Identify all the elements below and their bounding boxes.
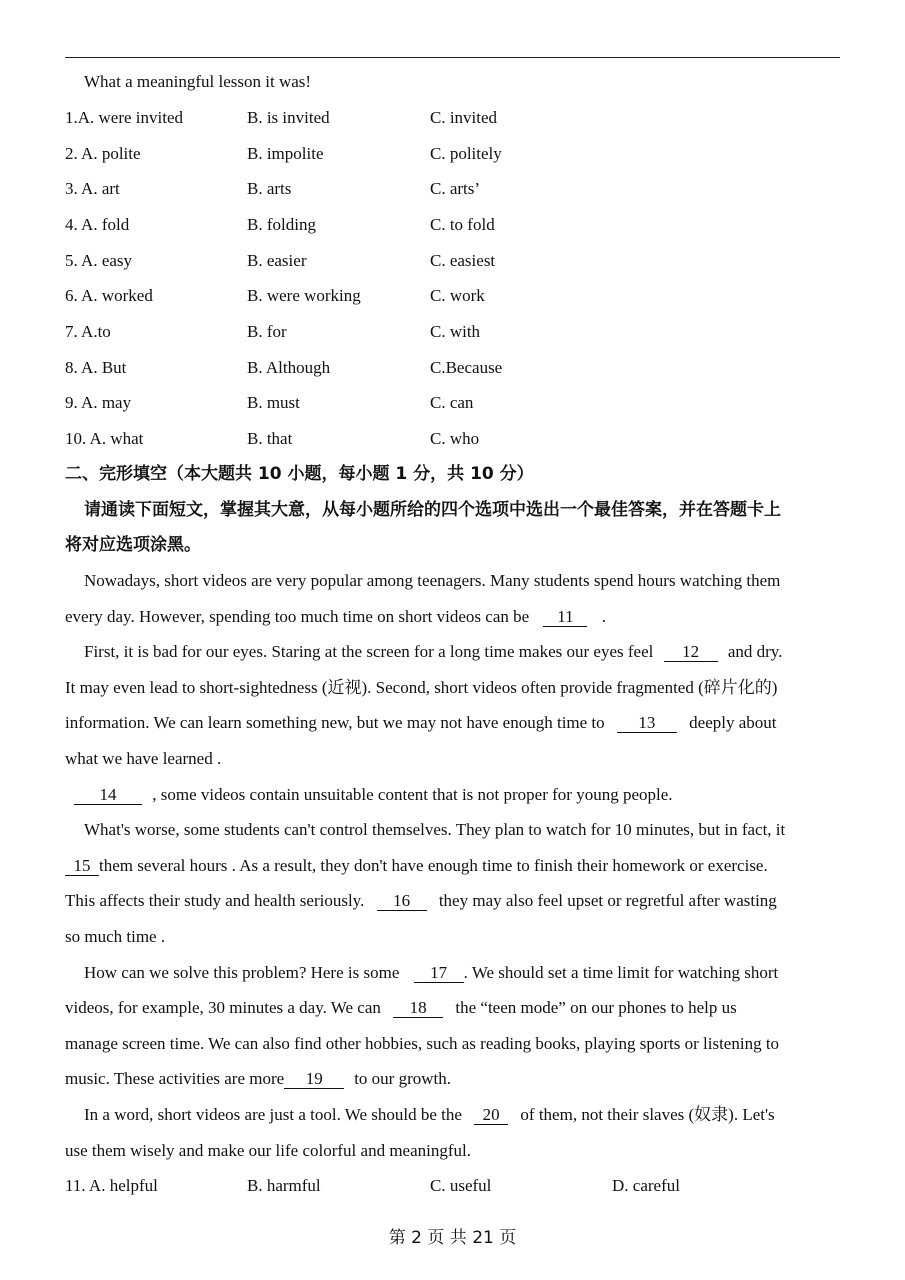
passage-text: every day. However, spending too much time on short videos can be bbox=[65, 607, 530, 626]
passage-line bbox=[65, 1068, 451, 1090]
option-a: 8. A. But bbox=[65, 358, 127, 377]
passage-line: use them wisely and make our life colorful and meaningful. bbox=[65, 1141, 471, 1160]
passage-text: In a word, short videos are just a tool. We should be the bbox=[84, 1105, 462, 1124]
option-b: B. is invited bbox=[247, 108, 330, 127]
passage-line bbox=[65, 855, 768, 877]
option-b: B. folding bbox=[247, 215, 316, 234]
option-a: 2. A. polite bbox=[65, 144, 141, 163]
option-c: C. work bbox=[430, 286, 485, 305]
blank-13: 13 bbox=[617, 714, 677, 733]
passage-text: the “teen mode” on our phones to help us bbox=[455, 998, 737, 1017]
option-c: C. useful bbox=[430, 1176, 492, 1195]
passage-line bbox=[65, 712, 777, 734]
option-a: 7. A.to bbox=[65, 322, 111, 341]
blank-19: 19 bbox=[284, 1070, 344, 1089]
option-b: B. arts bbox=[247, 179, 292, 198]
option-c: C. invited bbox=[430, 108, 498, 127]
option-c: C.Because bbox=[430, 358, 503, 377]
option-c: C. arts’ bbox=[430, 179, 481, 198]
blank-12: 12 bbox=[664, 643, 718, 662]
passage-line: manage screen time. We can also find other hobbies, such as reading books, playing sports or listening to bbox=[65, 1034, 780, 1053]
passage-line: Nowadays, short videos are very popular among teenagers. Many students spend hours watching them bbox=[84, 571, 781, 590]
passage-line bbox=[84, 641, 782, 663]
option-c: C. to fold bbox=[430, 215, 495, 234]
passage-text: information. We can learn something new, but we may not have enough time to bbox=[65, 713, 605, 732]
option-a: 4. A. fold bbox=[65, 215, 130, 234]
blank-15: 15 bbox=[65, 857, 99, 876]
passage-line bbox=[65, 606, 606, 628]
passage-line bbox=[65, 997, 737, 1019]
passage-text: of them, not their slaves (奴隶). Let's bbox=[520, 1105, 775, 1124]
passage-line bbox=[84, 1104, 775, 1126]
passage-text: First, it is bad for our eyes. Staring at the screen for a long time makes our eyes feel bbox=[84, 642, 654, 661]
option-b: B. that bbox=[247, 429, 293, 448]
option-b: B. were working bbox=[247, 286, 361, 305]
passage-text: . bbox=[601, 607, 606, 626]
passage-text: music. These activities are more bbox=[65, 1069, 285, 1088]
option-b: B. for bbox=[247, 322, 287, 341]
option-c: C. politely bbox=[430, 144, 502, 163]
option-c: C. who bbox=[430, 429, 480, 448]
header-rule bbox=[65, 57, 840, 58]
blank-17: 17 bbox=[414, 964, 464, 983]
option-c: C. easiest bbox=[430, 251, 496, 270]
intro-sentence: What a meaningful lesson it was! bbox=[84, 72, 312, 91]
passage-line: It may even lead to short-sightedness (近视). Second, short videos often provide fragmented (碎片化的) bbox=[65, 678, 778, 697]
section-instruction-line-2: 将对应选项涂黑。 bbox=[65, 535, 201, 555]
blank-14: 14 bbox=[74, 786, 142, 805]
passage-text: videos, for example, 30 minutes a day. We can bbox=[65, 998, 381, 1017]
section-heading: 二、完形填空（本大题共 10 小题，每小题 1 分，共 10 分） bbox=[65, 464, 534, 484]
option-b: B. harmful bbox=[247, 1176, 321, 1195]
passage-line: what we have learned . bbox=[65, 749, 222, 768]
page-footer: 第 2 页 共 21 页 bbox=[388, 1228, 517, 1248]
passage-line: so much time . bbox=[65, 927, 166, 946]
option-c: C. can bbox=[430, 393, 474, 412]
blank-20: 20 bbox=[474, 1106, 508, 1125]
passage-text: and dry. bbox=[727, 642, 783, 661]
passage-line bbox=[65, 890, 777, 912]
option-a: 1.A. were invited bbox=[65, 108, 184, 127]
section-instruction-line-1: 请通读下面短文，掌握其大意，从每小题所给的四个选项中选出一个最佳答案，并在答题卡上 bbox=[84, 500, 781, 520]
passage-text: deeply about bbox=[689, 713, 777, 732]
passage-text: , some videos contain unsuitable content that is not proper for young people. bbox=[152, 785, 673, 804]
passage-text: How can we solve this problem? Here is some bbox=[84, 963, 400, 982]
option-a: 5. A. easy bbox=[65, 251, 133, 270]
blank-18: 18 bbox=[393, 999, 443, 1018]
option-a: 6. A. worked bbox=[65, 286, 153, 305]
option-a: 11. A. helpful bbox=[65, 1176, 158, 1195]
option-a: 3. A. art bbox=[65, 179, 120, 198]
passage-text: . We should set a time limit for watching short bbox=[463, 963, 779, 982]
passage-line bbox=[74, 784, 673, 806]
blank-16: 16 bbox=[377, 892, 427, 911]
passage-line bbox=[84, 962, 778, 984]
option-b: B. Although bbox=[247, 358, 331, 377]
blank-11: 11 bbox=[543, 608, 587, 627]
option-b: B. impolite bbox=[247, 144, 324, 163]
option-a: 10. A. what bbox=[65, 429, 144, 448]
option-b: B. easier bbox=[247, 251, 307, 270]
option-b: B. must bbox=[247, 393, 300, 412]
passage-text: they may also feel upset or regretful after wasting bbox=[438, 891, 777, 910]
option-c: C. with bbox=[430, 322, 481, 341]
option-a: 9. A. may bbox=[65, 393, 132, 412]
passage-line: What's worse, some students can't control themselves. They plan to watch for 10 minutes, but in fact, it bbox=[84, 820, 786, 839]
passage-text: This affects their study and health seriously. bbox=[65, 891, 365, 910]
passage-text: to our growth. bbox=[354, 1069, 451, 1088]
option-d: D. careful bbox=[612, 1176, 680, 1195]
passage-text: them several hours . As a result, they don't have enough time to finish their homework or exercise. bbox=[99, 856, 768, 875]
